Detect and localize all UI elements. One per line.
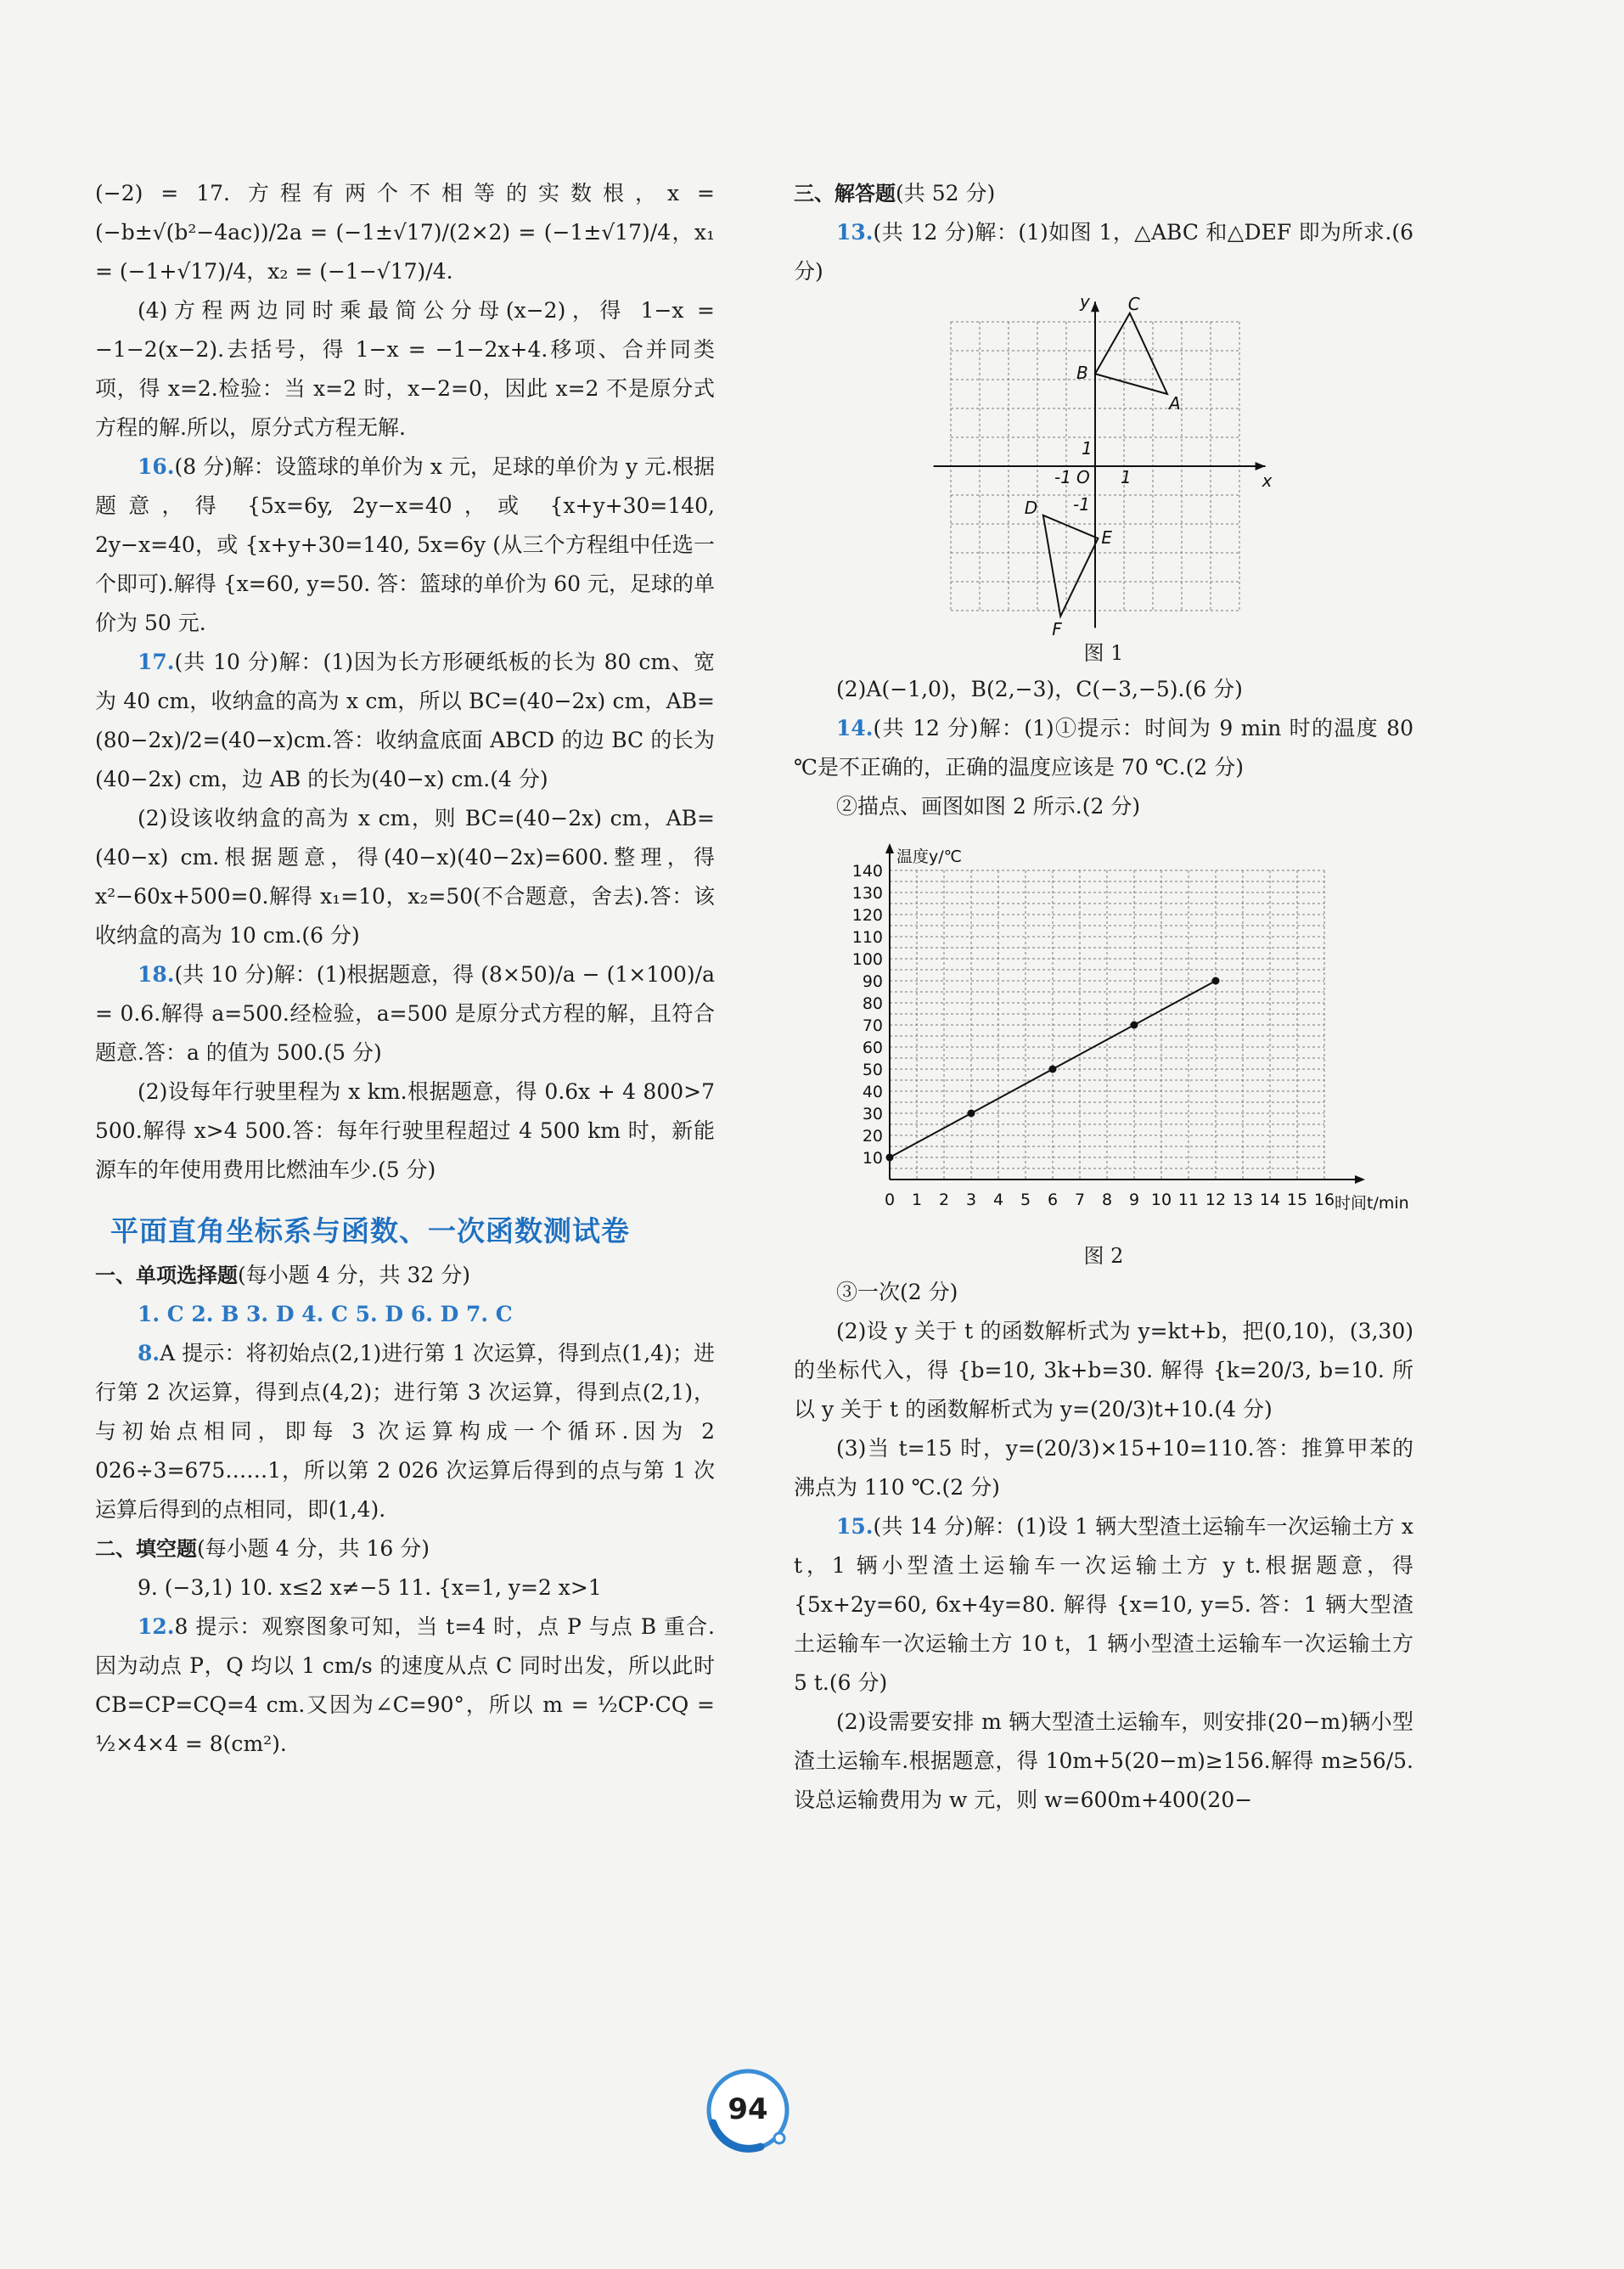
tick-label-x-1: 1 xyxy=(1121,467,1132,487)
x-tick-label: 1 xyxy=(911,1191,923,1209)
part3-heading xyxy=(794,174,1413,213)
tick-label-x-neg1: -1 xyxy=(1054,467,1071,487)
part1-note: (每小题 4 分，共 32 分) xyxy=(238,1263,471,1287)
y-tick-label: 80 xyxy=(862,994,883,1013)
q14-step3: ③一次(2 分) xyxy=(836,1280,958,1304)
x-tick-label: 14 xyxy=(1259,1191,1281,1209)
point-label-d: D xyxy=(1024,497,1038,518)
page-number-badge xyxy=(701,2063,795,2157)
x-axis-title: 时间t/min xyxy=(1335,1194,1409,1213)
x-tick-label: 8 xyxy=(1101,1191,1113,1209)
y-tick-label: 110 xyxy=(851,928,883,947)
y-tick-label: 140 xyxy=(851,862,883,881)
triangle-def xyxy=(1043,515,1099,617)
q8-text: A 提示：将初始点(2,1)进行第 1 次运算，得到点(1,4)；进行第 2 次运算，得到点(4,2)；进行第 3 次运算，得到点(2,1)，与初始点相同，即每 3 次运算构成一个循环.因为 2 026÷3=675……1，所以第 2 026 次运算后得到的点与第 1 次运算后得到的点相同，即(1,4). xyxy=(95,1341,715,1522)
q17-text: (共 10 分)解：(1)因为长方形硬纸板的长为 80 cm、宽为 40 cm，收纳盒的高为 x cm，所以 BC=(40−2x) cm，AB=(80−2x)/2=(40−x)cm.答：收纳盒底面 ABCD 的边 BC 的长为(40−2x) cm，边 AB 的长为(40−x) cm.(4 分) xyxy=(95,650,715,791)
figure-1 xyxy=(925,291,1282,639)
x-axis-label: x xyxy=(1262,470,1273,491)
figure-2 xyxy=(840,831,1409,1239)
data-point xyxy=(968,1110,975,1118)
q13-part2: (2)A(−1,0)，B(2,−3)，C(−3,−5).(6 分) xyxy=(836,677,1243,701)
y-axis-title: 温度y/℃ xyxy=(896,847,962,866)
y-tick-label: 10 xyxy=(862,1149,883,1168)
y-tick-label: 20 xyxy=(862,1127,883,1146)
q15-text: (共 14 分)解：(1)设 1 辆大型渣土运输车一次运输土方 x t，1 辆小型渣土运输车一次运输土方 y t.根据题意，得 {5x+2y=60, 6x+4y=80. 解得 {x=10, y=5. 答：1 辆大型渣土运输车一次运输土方 10 t，1 辆小型渣土运输车一次运输土方 5 t.(6 分) xyxy=(794,1514,1413,1695)
point-label-e: E xyxy=(1101,527,1113,548)
x-tick-label: 11 xyxy=(1177,1191,1200,1209)
temperature-line-chart xyxy=(840,831,1409,1239)
y-tick-label: 40 xyxy=(862,1083,883,1101)
q17 xyxy=(95,643,715,799)
x-tick-label: 15 xyxy=(1286,1191,1308,1209)
coordinate-grid-figure xyxy=(925,291,1282,639)
x-tick-label: 12 xyxy=(1205,1191,1227,1209)
q12-text: 8 提示：观察图象可知，当 t=4 时，点 P 与点 B 重合.因为动点 P，Q 均以 1 cm/s 的速度从点 C 同时出发，所以此时 CB=CP=CQ=4 cm.又因为∠C=90°，所以 m = ½CP·CQ = ½×4×4 = 8(cm²). xyxy=(95,1614,715,1756)
q18-number: 18. xyxy=(138,962,175,987)
x-tick-label: 9 xyxy=(1128,1191,1140,1209)
point-label-c: C xyxy=(1127,293,1140,314)
x-tick-label: 10 xyxy=(1150,1191,1172,1209)
x-tick-label: 3 xyxy=(965,1191,977,1209)
part1-heading xyxy=(95,1256,715,1295)
q14-step2: ②描点、画图如图 2 所示.(2 分) xyxy=(836,794,1141,819)
y-tick-label: 30 xyxy=(862,1105,883,1123)
q12 xyxy=(95,1607,715,1764)
y-tick-label: 60 xyxy=(862,1039,883,1057)
q18 xyxy=(95,955,715,1073)
x-axis-arrow-icon xyxy=(1256,462,1266,470)
q16-text: (8 分)解：设篮球的单价为 x 元，足球的单价为 y 元.根据题意，得 {5x=6y, 2y−x=40，或 {x+y+30=140, 2y−x=40，或 {x+y+30=140, 5x=6y (从三个方程组中任选一个即可).解得 {x=60, y=50. 答：篮球的单价为 60 元，足球的单价为 50 元. xyxy=(95,454,715,635)
q18-text: (共 10 分)解：(1)根据题意，得 (8×50)/a − (1×100)/a = 0.6.解得 a=500.经检验，a=500 是原分式方程的解，且符合题意.答：a 的值为 500.(5 分) xyxy=(95,962,715,1065)
part3-title: 三、解答题 xyxy=(794,182,896,206)
x-tick-label: 0 xyxy=(884,1191,896,1209)
part3-note: (共 52 分) xyxy=(896,181,996,206)
q8 xyxy=(95,1334,715,1529)
q17-number: 17. xyxy=(138,650,175,674)
y-tick-label: 50 xyxy=(862,1061,883,1079)
q15-part4: (4)方程两边同时乘最简公分母(x−2)，得 1−x = −1−2(x−2).去括号，得 1−x = −1−2x+4.移项、合并同类项，得 x=2.检验：当 x=2 时，x−2=0，因此 x=2 不是原分式方程的解.所以，原分式方程无解. xyxy=(95,298,715,440)
answers-9-11: 9. (−3,1) 10. x≤2 x≠−5 11. {x=1, y=2 x>1 xyxy=(138,1575,602,1600)
x-tick-label: 7 xyxy=(1074,1191,1086,1209)
q18-part2: (2)设每年行驶里程为 x km.根据题意，得 0.6x + 4 800>7 500.解得 x>4 500.答：每年行驶里程超过 4 500 km 时，新能源车的年使用费用比燃油车少.(5 分) xyxy=(95,1079,715,1182)
answers-1-7: 1. C 2. B 3. D 4. C 5. D 6. D 7. C xyxy=(138,1302,513,1326)
q12-number: 12. xyxy=(138,1614,175,1639)
q16-number: 16. xyxy=(138,454,175,479)
q15 xyxy=(794,1507,1413,1703)
q15-continuation: (−2) = 17. 方程有两个不相等的实数根，x = (−b±√(b²−4ac))/2a = (−1±√17)/(2×2) = (−1±√17)/4，x₁ = (−1+√17)/4，x₂ = (−1−√17)/4. xyxy=(95,181,715,284)
y-axis-label: y xyxy=(1080,291,1090,312)
x-axis-arrow-icon xyxy=(1355,1175,1365,1184)
section-title: 平面直角坐标系与函数、一次函数测试卷 xyxy=(110,1214,630,1247)
q13-text: (共 12 分)解：(1)如图 1，△ABC 和△DEF 即为所求.(6 分) xyxy=(794,220,1413,284)
y-axis-arrow-icon xyxy=(885,843,894,853)
q14-number: 14. xyxy=(836,716,874,740)
q13 xyxy=(794,213,1413,291)
figure-2-caption: 图 2 xyxy=(1083,1244,1124,1268)
q15-number: 15. xyxy=(836,1514,874,1539)
y-axis-arrow-icon xyxy=(1091,301,1099,312)
left-column xyxy=(95,174,715,1764)
data-point xyxy=(886,1154,894,1162)
x-tick-label: 4 xyxy=(992,1191,1004,1209)
x-tick-label: 16 xyxy=(1313,1191,1335,1209)
part1-title: 一、单项选择题 xyxy=(95,1264,238,1287)
q14-part2: (2)设 y 关于 t 的函数解析式为 y=kt+b，把(0,10)，(3,30)的坐标代入，得 {b=10, 3k+b=30. 解得 {k=20/3, b=10. 所以 y 关于 t 的函数解析式为 y=(20/3)t+10.(4 分) xyxy=(794,1319,1413,1422)
q14 xyxy=(794,709,1413,787)
q17-part2: (2)设该收纳盒的高为 x cm，则 BC=(40−2x) cm，AB=(40−x) cm.根据题意，得(40−x)(40−2x)=600.整理，得 x²−60x+500=0.解得 x₁=10，x₂=50(不合题意，舍去).答：该收纳盒的高为 10 cm.(6 分) xyxy=(95,806,715,948)
x-tick-label: 13 xyxy=(1232,1191,1254,1209)
q8-number: 8. xyxy=(138,1341,160,1365)
q15-part2: (2)设需要安排 m 辆大型渣土运输车，则安排(20−m)辆小型渣土运输车.根据题意，得 10m+5(20−m)≥156.解得 m≥56/5.设总运输费用为 w 元，则 w=600m+400(20− xyxy=(794,1709,1413,1812)
tick-label-y-1: 1 xyxy=(1082,438,1093,459)
part2-title: 二、填空题 xyxy=(95,1537,197,1561)
y-tick-label: 70 xyxy=(862,1016,883,1035)
y-tick-label: 130 xyxy=(851,884,883,903)
y-tick-label: 90 xyxy=(862,972,883,991)
q13-number: 13. xyxy=(836,220,874,245)
right-column xyxy=(794,174,1413,1820)
point-label-a: A xyxy=(1169,393,1181,414)
figure-1-caption: 图 1 xyxy=(1083,641,1124,665)
q14-text: (共 12 分)解：(1)①提示：时间为 9 min 时的温度 80 ℃是不正确的，正确的温度应该是 70 ℃.(2 分) xyxy=(794,716,1413,780)
x-tick-label: 5 xyxy=(1020,1191,1031,1209)
y-tick-label: 100 xyxy=(851,950,883,969)
x-tick-label: 2 xyxy=(938,1191,950,1209)
point-label-b: B xyxy=(1076,363,1088,384)
origin-label: O xyxy=(1076,467,1090,487)
page-number: 94 xyxy=(728,2092,768,2126)
q14-part3: (3)当 t=15 时，y=(20/3)×15+10=110.答：推算甲苯的沸点为 110 ℃.(2 分) xyxy=(794,1436,1413,1500)
y-tick-label: 120 xyxy=(851,906,883,925)
data-point xyxy=(1049,1066,1057,1073)
x-tick-label: 6 xyxy=(1047,1191,1059,1209)
data-point xyxy=(1131,1022,1138,1029)
tick-label-y-neg1: -1 xyxy=(1073,494,1090,515)
triangle-abc xyxy=(1095,313,1167,394)
data-point xyxy=(1212,977,1220,985)
q16 xyxy=(95,448,715,643)
part2-note: (每小题 4 分，共 16 分) xyxy=(197,1536,430,1561)
point-label-f: F xyxy=(1052,618,1062,639)
part2-heading xyxy=(95,1529,715,1568)
